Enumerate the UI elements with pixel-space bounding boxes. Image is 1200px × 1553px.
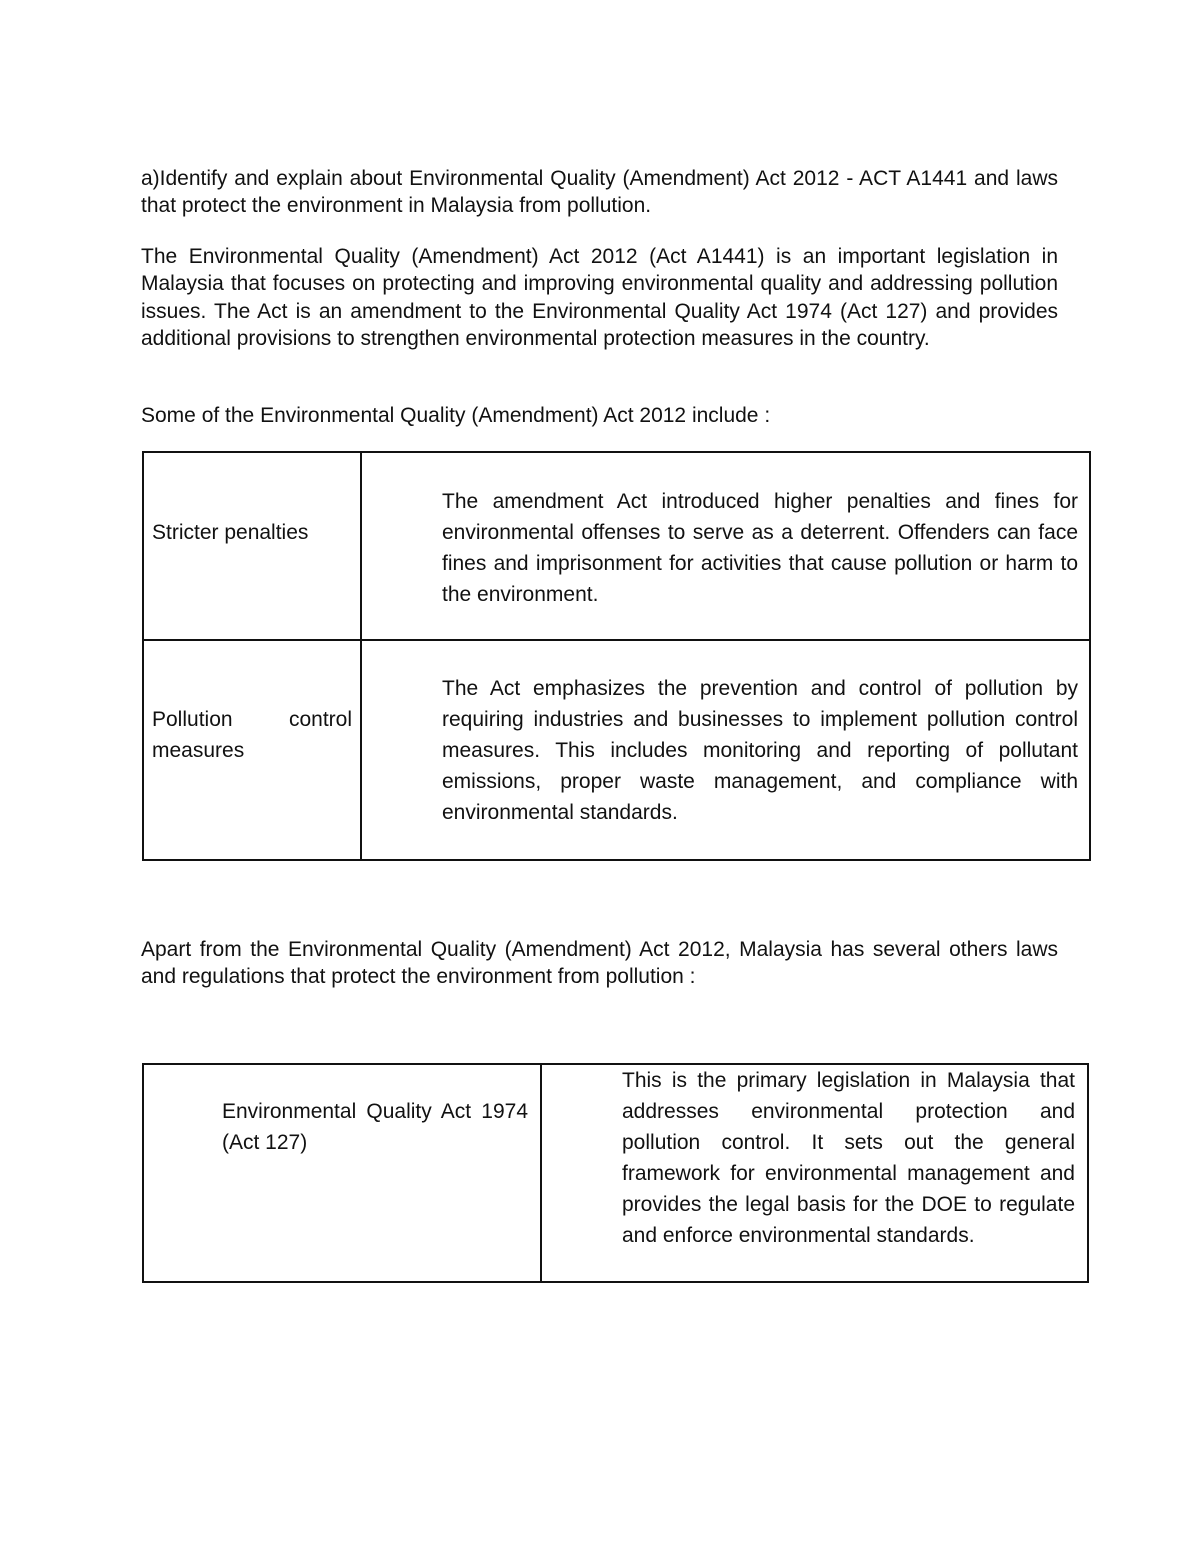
table1-intro xyxy=(141,402,1058,429)
question-text xyxy=(141,165,1058,220)
table-row xyxy=(143,640,1090,860)
table1-intro-text: Some of the Environmental Quality (Amendment) Act 2012 include : xyxy=(141,404,771,427)
term-cell: Stricter penalties xyxy=(143,452,361,640)
other-laws-table xyxy=(142,1063,1089,1283)
table-row xyxy=(143,452,1090,640)
intro-text: The Environmental Quality (Amendment) Act 2012 (Act A1441) is an important legislation in Malaysia that focuses on protecting and improving environmental quality and addressing pollution issues. The Act is an amendment to the Environmental Quality Act 1974 (Act 127) and provides additional provisions to strengthen environmental protection measures in the country. xyxy=(141,245,1058,350)
term-cell: Pollution control measures xyxy=(143,640,361,860)
description-cell: This is the primary legislation in Malaysia that addresses environmental protection and pollution control. It sets out the general framework for environmental management and provides the legal basis for the DOE to regulate and enforce environmental standards. xyxy=(541,1064,1088,1282)
intro-paragraph xyxy=(141,243,1058,352)
description-cell: The amendment Act introduced higher penalties and fines for environmental offenses to serve as a deterrent. Offenders can face fines and imprisonment for activities that cause pollution or harm to the environment. xyxy=(361,452,1090,640)
description-cell: The Act emphasizes the prevention and control of pollution by requiring industries and businesses to implement pollution control measures. This includes monitoring and reporting of pollutant emissions, proper waste management, and compliance with environmental standards. xyxy=(361,640,1090,860)
table2-intro xyxy=(141,936,1058,991)
amendment-features-table xyxy=(142,451,1091,861)
table-row xyxy=(143,1064,1088,1282)
question: a)Identify and explain about Environmental Quality (Amendment) Act 2012 - ACT A1441 and laws that protect the environment in Malaysia from pollution. xyxy=(141,167,1058,218)
table2-intro-text: Apart from the Environmental Quality (Amendment) Act 2012, Malaysia has several others laws and regulations that protect the environment from pollution : xyxy=(141,938,1058,989)
term-cell: Environmental Quality Act 1974 (Act 127) xyxy=(143,1064,541,1282)
